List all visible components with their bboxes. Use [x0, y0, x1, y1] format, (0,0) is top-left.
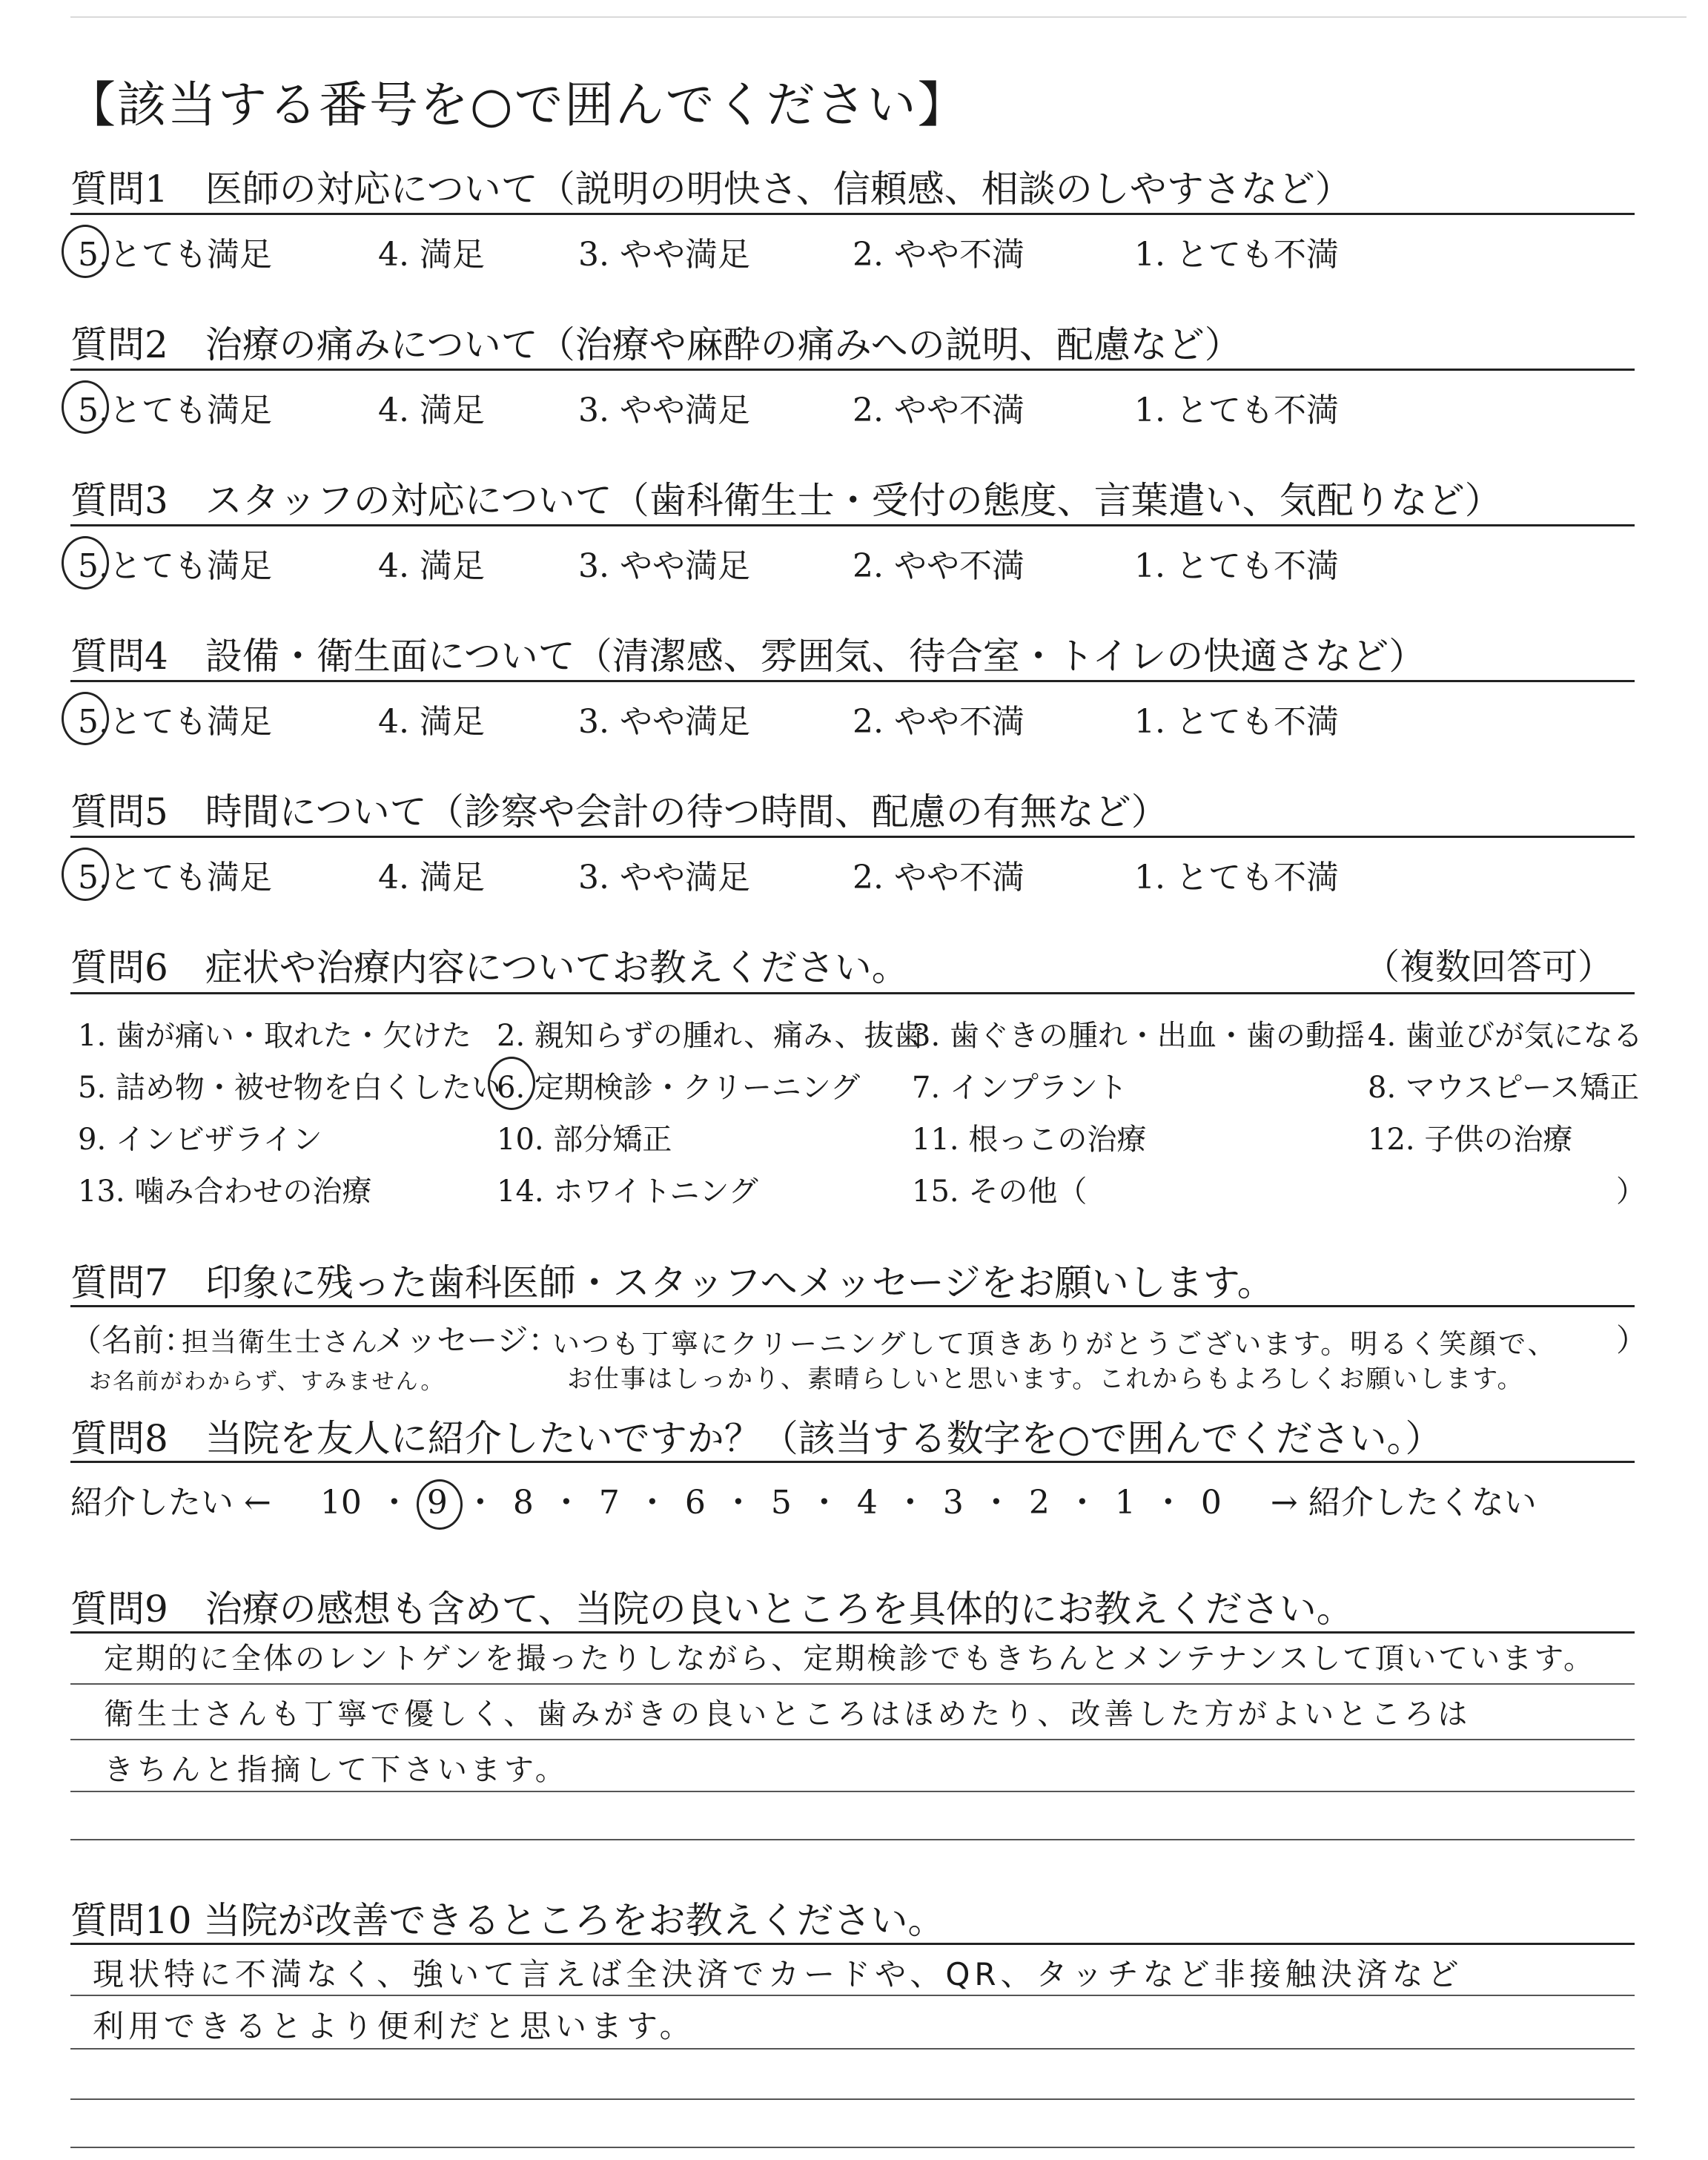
q9-rule — [70, 1631, 1635, 1634]
q6-title: 質問6 症状や治療内容についてお教えください。 — [70, 946, 909, 989]
q9-line-rule-1 — [70, 1683, 1635, 1685]
top-border — [70, 16, 1687, 18]
q4-selection-circle — [62, 692, 109, 745]
q9-answer-line2: 衛生士さんも丁寧で優しく、歯みがきの良いところはほめたり、改善した方がよいところは — [104, 1697, 1472, 1731]
q6-option-3[interactable]: 3. 歯ぐきの腫れ・出血・歯の動揺 — [912, 1019, 1365, 1053]
q2-option-2[interactable]: 2. やや不満 — [853, 392, 1025, 429]
q3-rule — [70, 524, 1635, 526]
q2-option-5[interactable]: 5.とても満足 — [78, 392, 272, 429]
q6-option-4[interactable]: 4. 歯並びが気になる — [1368, 1019, 1643, 1053]
q6-option-16[interactable]: ） — [1616, 1175, 1646, 1209]
q1-option-4[interactable]: 4. 満足 — [378, 236, 485, 274]
q4-rule — [70, 680, 1635, 682]
q7-message-label: メッセージ： — [374, 1322, 560, 1358]
q10-rule — [70, 1943, 1635, 1945]
q8-right-label: → 紹介したくない — [1270, 1484, 1537, 1522]
q5-option-4[interactable]: 4. 満足 — [378, 859, 485, 896]
q1-rule — [70, 213, 1635, 215]
q8-scale-0[interactable]: 0 — [1200, 1484, 1222, 1522]
q8-scale-separator: ・ — [635, 1484, 669, 1522]
q6-option-2[interactable]: 2. 親知らずの腫れ、痛み、抜歯 — [497, 1019, 924, 1053]
q6-option-10[interactable]: 10. 部分矯正 — [497, 1123, 672, 1157]
q6-option-13[interactable]: 13. 噛み合わせの治療 — [78, 1175, 372, 1209]
q6-option-1[interactable]: 1. 歯が痛い・取れた・欠けた — [78, 1019, 471, 1053]
q5-option-5[interactable]: 5.とても満足 — [78, 859, 272, 896]
q3-title: 質問3 スタッフの対応について（歯科衛生士・受付の態度、言葉遣い、気配りなど） — [70, 479, 1502, 522]
q5-rule — [70, 836, 1635, 838]
q5-option-1[interactable]: 1. とても不満 — [1134, 859, 1339, 896]
q3-option-1[interactable]: 1. とても不満 — [1134, 547, 1339, 585]
q6-option-6[interactable]: 6. 定期検診・クリーニング — [497, 1071, 861, 1105]
q6-note: （複数回答可） — [1364, 946, 1614, 988]
q8-scale-10[interactable]: 10 — [320, 1484, 362, 1522]
q9-line-rule-3 — [70, 1791, 1635, 1792]
q8-rule — [70, 1461, 1635, 1463]
q8-scale-separator: ・ — [1151, 1484, 1185, 1522]
q8-scale-7[interactable]: 7 — [598, 1484, 620, 1522]
q8-scale-2[interactable]: 2 — [1028, 1484, 1050, 1522]
q7-close: ） — [1616, 1322, 1648, 1358]
q5-title: 質問5 時間について（診察や会計の待つ時間、配慮の有無など） — [70, 790, 1168, 833]
q4-option-1[interactable]: 1. とても不満 — [1134, 703, 1339, 741]
q10-line-rule-3 — [70, 2098, 1635, 2100]
q6-option-15[interactable]: 15. その他（ — [912, 1175, 1088, 1209]
q6-option-12[interactable]: 12. 子供の治療 — [1368, 1123, 1573, 1157]
q3-selection-circle — [62, 536, 109, 589]
q4-option-5[interactable]: 5.とても満足 — [78, 703, 272, 741]
q9-line-rule-4 — [70, 1839, 1635, 1840]
q7-name-note: お名前がわからず、すみません。 — [89, 1369, 445, 1395]
q8-title: 質問8 当院を友人に紹介したいですか？（該当する数字を○で囲んでください。） — [70, 1417, 1443, 1460]
q6-option-11[interactable]: 11. 根っこの治療 — [912, 1123, 1147, 1157]
q8-scale-1[interactable]: 1 — [1114, 1484, 1136, 1522]
q6-option-5[interactable]: 5. 詰め物・被せ物を白くしたい — [78, 1071, 501, 1105]
q10-answer-line1: 現状特に不満なく、強いて言えば全決済でカードや、QR、タッチなど非接触決済など — [93, 1956, 1463, 1992]
q2-title: 質問2 治療の痛みについて（治療や麻酔の痛みへの説明、配慮など） — [70, 323, 1242, 366]
q4-option-3[interactable]: 3. やや満足 — [578, 703, 750, 741]
q5-option-3[interactable]: 3. やや満足 — [578, 859, 750, 896]
q8-scale-separator: ・ — [979, 1484, 1013, 1522]
q7-message-line2: お仕事はしっかり、素晴らしいと思います。これからもよろしくお願いします。 — [567, 1364, 1524, 1394]
q8-selection-circle — [417, 1479, 463, 1530]
q8-scale-separator: ・ — [807, 1484, 841, 1522]
q8-scale-5[interactable]: 5 — [770, 1484, 792, 1522]
q5-selection-circle — [62, 848, 109, 901]
q8-scale-separator: ・ — [893, 1484, 927, 1522]
q8-scale — [70, 1476, 1537, 1523]
q1-option-1[interactable]: 1. とても不満 — [1134, 236, 1339, 274]
q1-option-5[interactable]: 5.とても満足 — [78, 236, 272, 274]
q3-option-3[interactable]: 3. やや満足 — [578, 547, 750, 585]
q9-title: 質問9 治療の感想も含めて、当院の良いところを具体的にお教えください。 — [70, 1588, 1354, 1631]
q8-scale-separator: ・ — [1065, 1484, 1099, 1522]
q5-option-2[interactable]: 2. やや不満 — [853, 859, 1025, 896]
q9-answer-line1: 定期的に全体のレントゲンを撮ったりしながら、定期検診でもきちんとメンテナンスして頂いています。 — [104, 1642, 1595, 1676]
q6-option-7[interactable]: 7. インプラント — [912, 1071, 1128, 1105]
q6-option-9[interactable]: 9. インビザライン — [78, 1123, 322, 1157]
q6-selection-circle — [488, 1057, 535, 1110]
q8-scale-numbers — [304, 1476, 1238, 1523]
q7-title: 質問7 印象に残った歯科医師・スタッフへメッセージをお願いします。 — [70, 1261, 1274, 1304]
q4-option-2[interactable]: 2. やや不満 — [853, 703, 1025, 741]
q2-rule — [70, 369, 1635, 371]
q8-scale-4[interactable]: 4 — [856, 1484, 878, 1522]
q3-option-4[interactable]: 4. 満足 — [378, 547, 485, 585]
q3-option-2[interactable]: 2. やや不満 — [853, 547, 1025, 585]
q1-option-3[interactable]: 3. やや満足 — [578, 236, 750, 274]
q8-scale-separator: ・ — [463, 1484, 497, 1522]
q8-left-label: 紹介したい ← — [70, 1484, 271, 1522]
q8-scale-separator: ・ — [377, 1484, 411, 1522]
q8-scale-separator: ・ — [549, 1484, 583, 1522]
q6-option-14[interactable]: 14. ホワイトニング — [497, 1175, 758, 1209]
q8-scale-9[interactable]: 9 — [427, 1484, 448, 1522]
q6-option-8[interactable]: 8. マウスピース矯正 — [1368, 1071, 1640, 1105]
q2-option-3[interactable]: 3. やや満足 — [578, 392, 750, 429]
q8-scale-separator: ・ — [721, 1484, 755, 1522]
q8-scale-3[interactable]: 3 — [942, 1484, 964, 1522]
q2-option-1[interactable]: 1. とても不満 — [1134, 392, 1339, 429]
q7-rule — [70, 1305, 1635, 1307]
q3-option-5[interactable]: 5.とても満足 — [78, 547, 272, 585]
q10-title: 質問10 当院が改善できるところをお教えください。 — [70, 1899, 945, 1942]
q10-line-rule-2 — [70, 2048, 1635, 2050]
q7-name-value: 担当衛生士さん — [182, 1327, 380, 1358]
q8-scale-6[interactable]: 6 — [684, 1484, 706, 1522]
q2-selection-circle — [62, 380, 109, 434]
q9-line-rule-2 — [70, 1739, 1635, 1740]
q10-line-rule-4 — [70, 2147, 1635, 2148]
form-header: 【該当する番号を○で囲んでください】 — [67, 76, 968, 133]
q2-option-4[interactable]: 4. 満足 — [378, 392, 485, 429]
q8-scale-8[interactable]: 8 — [512, 1484, 534, 1522]
q10-answer-line2: 利用できるとより便利だと思います。 — [93, 2008, 695, 2044]
q4-title: 質問4 設備・衛生面について（清潔感、雰囲気、待合室・トイレの快適さなど） — [70, 635, 1426, 678]
q7-message-line1: いつも丁寧にクリーニングして頂きありがとうございます。明るく笑顔で、 — [552, 1328, 1558, 1360]
q4-option-4[interactable]: 4. 満足 — [378, 703, 485, 741]
q7-name-label: （名前： — [70, 1322, 196, 1358]
q1-selection-circle — [62, 225, 109, 278]
q6-rule — [70, 992, 1635, 994]
q1-option-2[interactable]: 2. やや不満 — [853, 236, 1025, 274]
q1-title: 質問1 医師の対応について（説明の明快さ、信頼感、相談のしやすさなど） — [70, 168, 1352, 211]
q10-line-rule-1 — [70, 1995, 1635, 1996]
q9-answer-line3: きちんと指摘して下さいます。 — [104, 1753, 569, 1787]
